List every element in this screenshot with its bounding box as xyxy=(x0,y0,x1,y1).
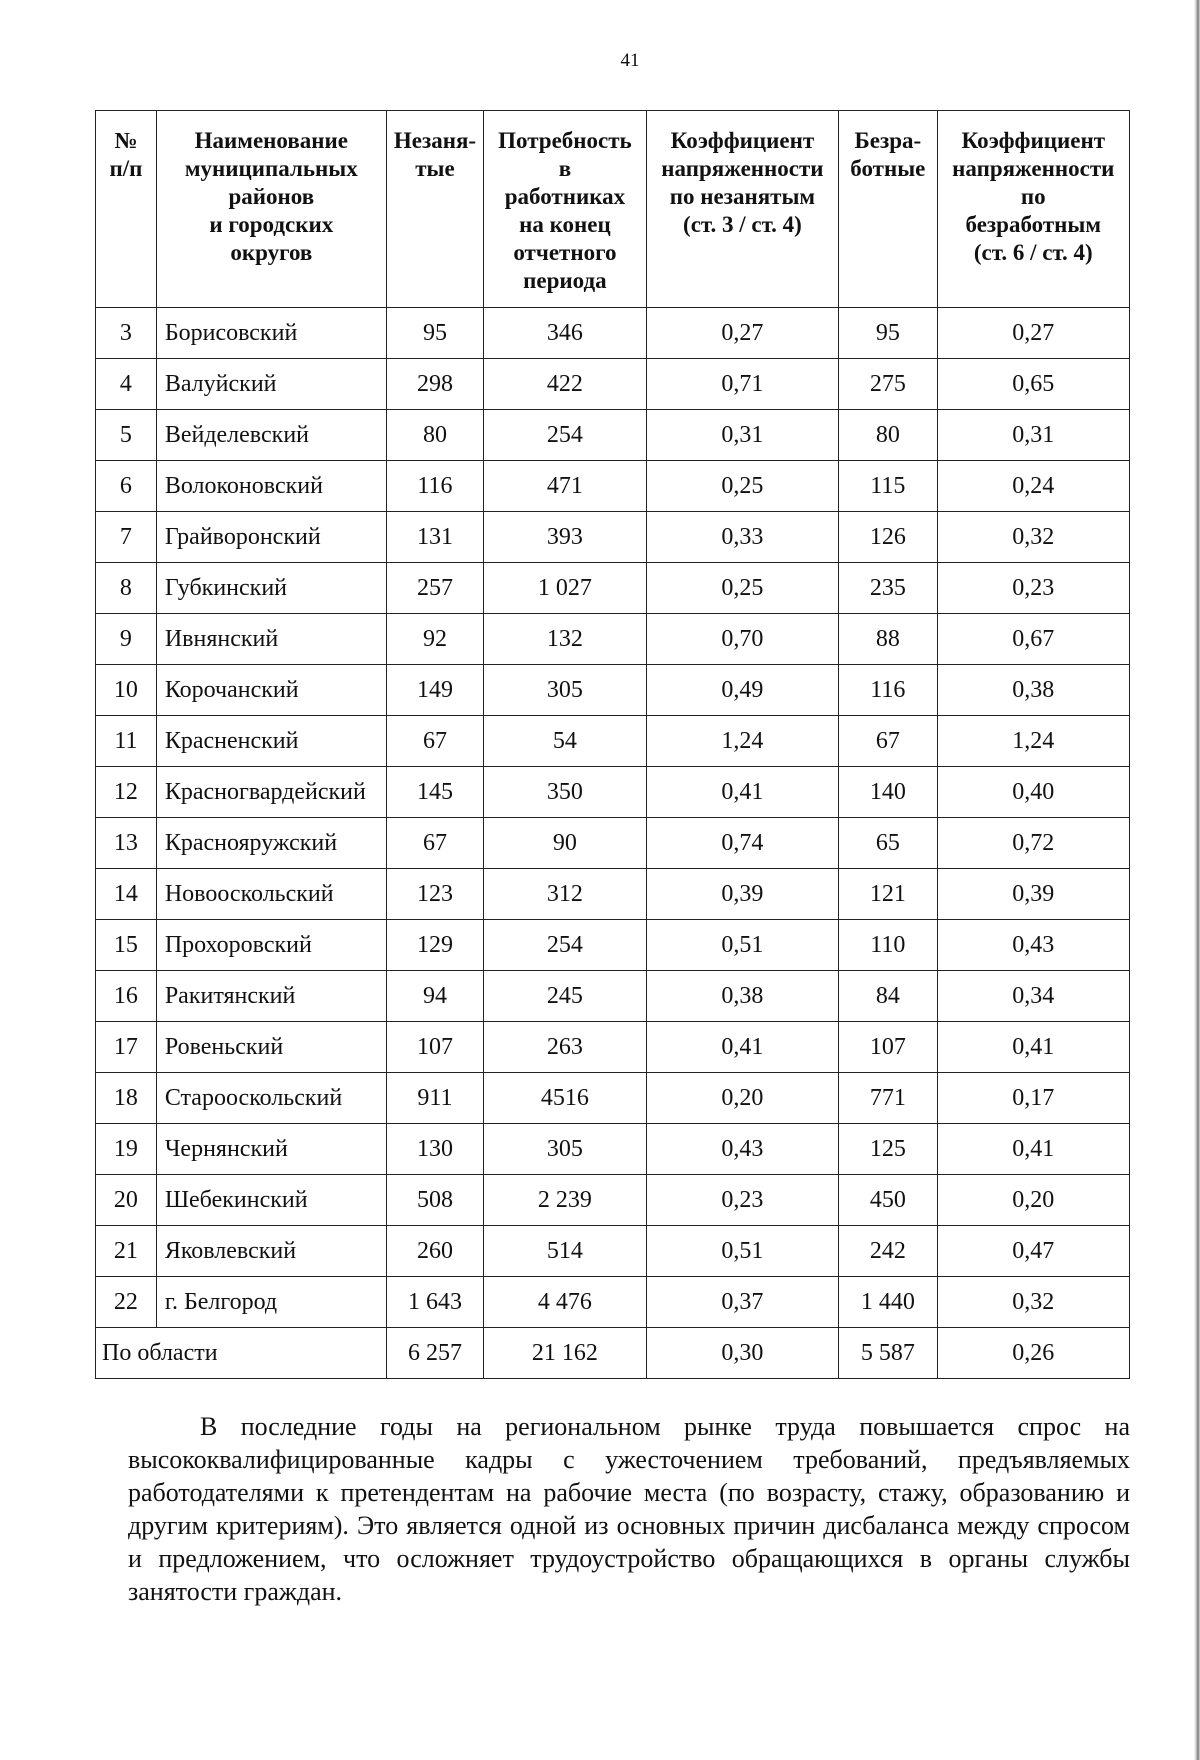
demand-value: 1 027 xyxy=(484,563,647,614)
table-row xyxy=(96,563,1130,614)
row-number: 9 xyxy=(96,614,157,665)
row-number: 11 xyxy=(96,716,157,767)
coef-unemployed-value: 0,39 xyxy=(646,869,838,920)
unemployed-value: 67 xyxy=(386,818,483,869)
coef-jobless-value: 0,47 xyxy=(937,1226,1129,1277)
coef-unemployed-value: 0,74 xyxy=(646,818,838,869)
header-district-name: Наименование муниципальных районов и городских округов xyxy=(156,111,386,308)
page-number: 41 xyxy=(620,50,640,71)
coef-jobless-value: 0,32 xyxy=(937,512,1129,563)
coef-jobless-value: 0,38 xyxy=(937,665,1129,716)
coef-jobless-value: 0,23 xyxy=(937,563,1129,614)
total-unemployed: 6 257 xyxy=(386,1328,483,1379)
demand-value: 245 xyxy=(484,971,647,1022)
row-number: 5 xyxy=(96,410,157,461)
total-label: По области xyxy=(96,1328,387,1379)
district-name: Ровеньский xyxy=(156,1022,386,1073)
total-coef-unemployed: 0,30 xyxy=(646,1328,838,1379)
jobless-value: 140 xyxy=(839,767,937,818)
row-number: 8 xyxy=(96,563,157,614)
total-jobless: 5 587 xyxy=(839,1328,937,1379)
table-row xyxy=(96,767,1130,818)
coef-unemployed-value: 0,43 xyxy=(646,1124,838,1175)
header-jobless: Безра- ботные xyxy=(839,111,937,308)
district-name: Яковлевский xyxy=(156,1226,386,1277)
jobless-value: 275 xyxy=(839,359,937,410)
table-row xyxy=(96,1073,1130,1124)
table-row xyxy=(96,614,1130,665)
coef-jobless-value: 0,31 xyxy=(937,410,1129,461)
demand-value: 2 239 xyxy=(484,1175,647,1226)
statistics-table xyxy=(95,110,1130,1379)
coef-jobless-value: 0,43 xyxy=(937,920,1129,971)
header-unemployed: Незаня- тые xyxy=(386,111,483,308)
scan-edge xyxy=(1194,0,1200,1760)
coef-unemployed-value: 0,41 xyxy=(646,1022,838,1073)
unemployed-value: 130 xyxy=(386,1124,483,1175)
row-number: 22 xyxy=(96,1277,157,1328)
district-name: Чернянский xyxy=(156,1124,386,1175)
coef-jobless-value: 0,40 xyxy=(937,767,1129,818)
total-row xyxy=(96,1328,1130,1379)
row-number: 15 xyxy=(96,920,157,971)
total-demand: 21 162 xyxy=(484,1328,647,1379)
coef-unemployed-value: 0,51 xyxy=(646,1226,838,1277)
table-row xyxy=(96,869,1130,920)
coef-unemployed-value: 0,37 xyxy=(646,1277,838,1328)
district-name: Краснояружский xyxy=(156,818,386,869)
row-number: 17 xyxy=(96,1022,157,1073)
table-row xyxy=(96,1175,1130,1226)
row-number: 14 xyxy=(96,869,157,920)
jobless-value: 88 xyxy=(839,614,937,665)
jobless-value: 116 xyxy=(839,665,937,716)
coef-unemployed-value: 0,71 xyxy=(646,359,838,410)
coef-unemployed-value: 0,31 xyxy=(646,410,838,461)
unemployed-value: 131 xyxy=(386,512,483,563)
row-number: 20 xyxy=(96,1175,157,1226)
coef-unemployed-value: 0,38 xyxy=(646,971,838,1022)
coef-unemployed-value: 0,33 xyxy=(646,512,838,563)
header-coef-unemployed: Коэффициент напряженности по незанятым (ст. 3 / ст. 4) xyxy=(646,111,838,308)
row-number: 19 xyxy=(96,1124,157,1175)
coef-unemployed-value: 1,24 xyxy=(646,716,838,767)
body-paragraph xyxy=(128,1410,1130,1608)
demand-value: 350 xyxy=(484,767,647,818)
jobless-value: 121 xyxy=(839,869,937,920)
unemployed-value: 149 xyxy=(386,665,483,716)
coef-jobless-value: 0,34 xyxy=(937,971,1129,1022)
jobless-value: 126 xyxy=(839,512,937,563)
coef-unemployed-value: 0,20 xyxy=(646,1073,838,1124)
coef-unemployed-value: 0,25 xyxy=(646,563,838,614)
district-name: Прохоровский xyxy=(156,920,386,971)
unemployed-value: 123 xyxy=(386,869,483,920)
demand-value: 305 xyxy=(484,665,647,716)
coef-jobless-value: 1,24 xyxy=(937,716,1129,767)
jobless-value: 65 xyxy=(839,818,937,869)
paragraph-text: В последние годы на региональном рынке труда повышается спрос на высококвалифицированные кадры с ужесточением требований, предъявляемых работодателями к претендентам на рабочие места (по возрасту, стажу, образованию и другим критериям). Это является одной из основных причин дисбаланса между спросом и предложением, что осложняет трудоустройство обращающихся в органы службы занятости граждан. xyxy=(128,1412,1130,1606)
district-name: Шебекинский xyxy=(156,1175,386,1226)
unemployed-value: 508 xyxy=(386,1175,483,1226)
demand-value: 393 xyxy=(484,512,647,563)
row-number: 10 xyxy=(96,665,157,716)
table-row xyxy=(96,461,1130,512)
jobless-value: 80 xyxy=(839,410,937,461)
unemployed-value: 80 xyxy=(386,410,483,461)
district-name: Красненский xyxy=(156,716,386,767)
jobless-value: 107 xyxy=(839,1022,937,1073)
table-row xyxy=(96,1124,1130,1175)
jobless-value: 125 xyxy=(839,1124,937,1175)
coef-jobless-value: 0,67 xyxy=(937,614,1129,665)
jobless-value: 115 xyxy=(839,461,937,512)
demand-value: 4 476 xyxy=(484,1277,647,1328)
table-row xyxy=(96,1022,1130,1073)
unemployed-value: 95 xyxy=(386,308,483,359)
table-row xyxy=(96,716,1130,767)
table-row xyxy=(96,971,1130,1022)
row-number: 12 xyxy=(96,767,157,818)
demand-value: 90 xyxy=(484,818,647,869)
district-name: Волоконовский xyxy=(156,461,386,512)
coef-jobless-value: 0,39 xyxy=(937,869,1129,920)
coef-unemployed-value: 0,25 xyxy=(646,461,838,512)
coef-jobless-value: 0,32 xyxy=(937,1277,1129,1328)
coef-jobless-value: 0,72 xyxy=(937,818,1129,869)
district-name: Корочанский xyxy=(156,665,386,716)
row-number: 7 xyxy=(96,512,157,563)
jobless-value: 242 xyxy=(839,1226,937,1277)
coef-jobless-value: 0,20 xyxy=(937,1175,1129,1226)
unemployed-value: 145 xyxy=(386,767,483,818)
table-row xyxy=(96,512,1130,563)
total-coef-jobless: 0,26 xyxy=(937,1328,1129,1379)
jobless-value: 67 xyxy=(839,716,937,767)
district-name: Вейделевский xyxy=(156,410,386,461)
table-row xyxy=(96,1226,1130,1277)
table-row xyxy=(96,1277,1130,1328)
row-number: 13 xyxy=(96,818,157,869)
coef-jobless-value: 0,17 xyxy=(937,1073,1129,1124)
unemployed-value: 257 xyxy=(386,563,483,614)
demand-value: 305 xyxy=(484,1124,647,1175)
coef-unemployed-value: 0,23 xyxy=(646,1175,838,1226)
row-number: 4 xyxy=(96,359,157,410)
coef-unemployed-value: 0,70 xyxy=(646,614,838,665)
table-row xyxy=(96,359,1130,410)
jobless-value: 235 xyxy=(839,563,937,614)
demand-value: 312 xyxy=(484,869,647,920)
coef-jobless-value: 0,41 xyxy=(937,1022,1129,1073)
row-number: 21 xyxy=(96,1226,157,1277)
jobless-value: 1 440 xyxy=(839,1277,937,1328)
unemployed-value: 92 xyxy=(386,614,483,665)
jobless-value: 84 xyxy=(839,971,937,1022)
table-row xyxy=(96,308,1130,359)
unemployed-value: 1 643 xyxy=(386,1277,483,1328)
header-number: № п/п xyxy=(96,111,157,308)
coef-unemployed-value: 0,27 xyxy=(646,308,838,359)
table-row xyxy=(96,410,1130,461)
district-name: Новооскольский xyxy=(156,869,386,920)
coef-unemployed-value: 0,41 xyxy=(646,767,838,818)
demand-value: 263 xyxy=(484,1022,647,1073)
district-name: Ракитянский xyxy=(156,971,386,1022)
demand-value: 514 xyxy=(484,1226,647,1277)
demand-value: 471 xyxy=(484,461,647,512)
table-header-row xyxy=(96,111,1130,308)
demand-value: 254 xyxy=(484,920,647,971)
header-coef-jobless: Коэффициент напряженности по безработным (ст. 6 / ст. 4) xyxy=(937,111,1129,308)
district-name: Старооскольский xyxy=(156,1073,386,1124)
demand-value: 54 xyxy=(484,716,647,767)
demand-value: 346 xyxy=(484,308,647,359)
district-name: Грайворонский xyxy=(156,512,386,563)
unemployed-value: 129 xyxy=(386,920,483,971)
coef-unemployed-value: 0,49 xyxy=(646,665,838,716)
jobless-value: 771 xyxy=(839,1073,937,1124)
coef-jobless-value: 0,24 xyxy=(937,461,1129,512)
unemployed-value: 260 xyxy=(386,1226,483,1277)
demand-value: 132 xyxy=(484,614,647,665)
table-row xyxy=(96,665,1130,716)
row-number: 3 xyxy=(96,308,157,359)
district-name: Валуйский xyxy=(156,359,386,410)
unemployed-value: 67 xyxy=(386,716,483,767)
demand-value: 254 xyxy=(484,410,647,461)
unemployed-value: 107 xyxy=(386,1022,483,1073)
unemployed-value: 116 xyxy=(386,461,483,512)
jobless-value: 110 xyxy=(839,920,937,971)
district-name: г. Белгород xyxy=(156,1277,386,1328)
table-row xyxy=(96,920,1130,971)
jobless-value: 450 xyxy=(839,1175,937,1226)
district-name: Губкинский xyxy=(156,563,386,614)
coef-jobless-value: 0,65 xyxy=(937,359,1129,410)
jobless-value: 95 xyxy=(839,308,937,359)
unemployed-value: 911 xyxy=(386,1073,483,1124)
table-row xyxy=(96,818,1130,869)
row-number: 16 xyxy=(96,971,157,1022)
district-name: Борисовский xyxy=(156,308,386,359)
row-number: 6 xyxy=(96,461,157,512)
demand-value: 422 xyxy=(484,359,647,410)
unemployed-value: 298 xyxy=(386,359,483,410)
coef-jobless-value: 0,27 xyxy=(937,308,1129,359)
row-number: 18 xyxy=(96,1073,157,1124)
district-name: Красногвардейский xyxy=(156,767,386,818)
district-name: Ивнянский xyxy=(156,614,386,665)
coef-unemployed-value: 0,51 xyxy=(646,920,838,971)
header-demand: Потребность в работниках на конец отчетного периода xyxy=(484,111,647,308)
unemployed-value: 94 xyxy=(386,971,483,1022)
coef-jobless-value: 0,41 xyxy=(937,1124,1129,1175)
demand-value: 4516 xyxy=(484,1073,647,1124)
